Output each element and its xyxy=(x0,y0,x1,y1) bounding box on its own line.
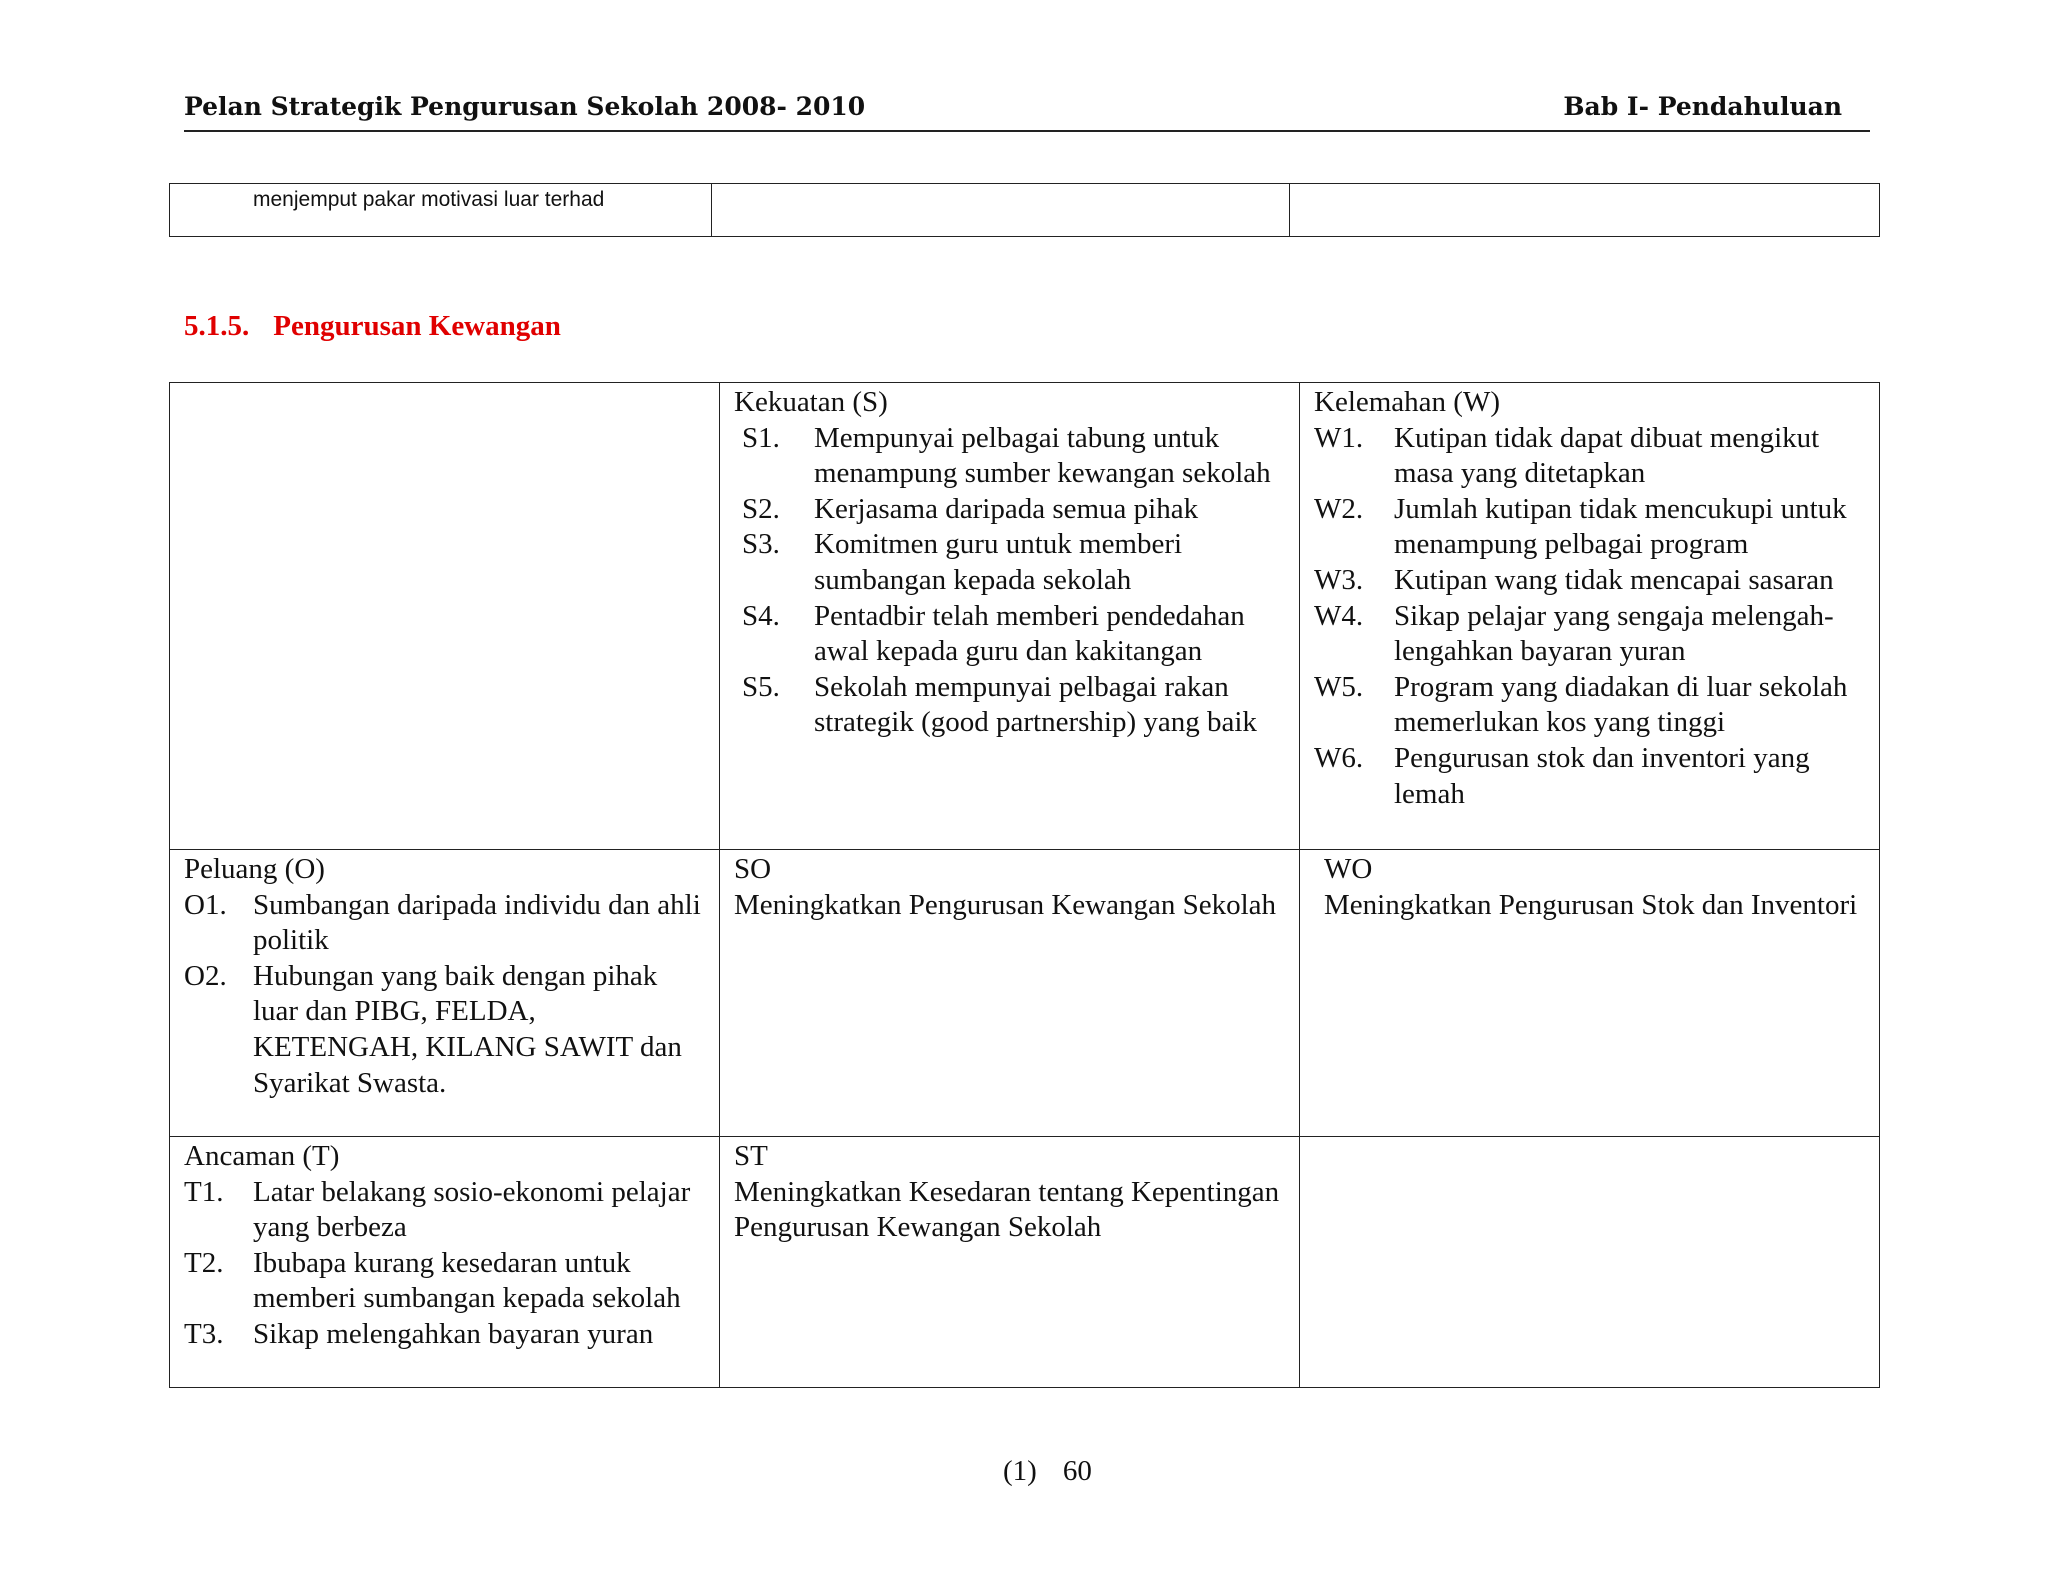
item-text: Ibubapa kurang kesedaran untuk memberi sumbangan kepada sekolah xyxy=(253,1246,681,1315)
item-text: Kerjasama daripada semua pihak xyxy=(814,492,1199,525)
section-marker: (1) xyxy=(1003,1455,1037,1487)
item-code: S1. xyxy=(742,421,780,454)
item-code: S3. xyxy=(742,528,780,561)
item-text: Jumlah kutipan tidak mencukupi untuk menampung pelbagai program xyxy=(1394,492,1847,561)
weaknesses-cell xyxy=(1300,383,1880,850)
threats-cell xyxy=(170,1137,720,1388)
item-code: T1. xyxy=(184,1175,224,1208)
wo-strategy: Meningkatkan Pengurusan Stok dan Inventori xyxy=(1324,888,1858,921)
st-strategy: Meningkatkan Kesedaran tentang Kepentingan Pengurusan Kewangan Sekolah xyxy=(734,1175,1280,1244)
continued-table xyxy=(169,183,1880,237)
item-code: W5. xyxy=(1314,670,1364,703)
wo-heading: WO xyxy=(1324,853,1373,885)
item-text: Pentadbir telah memberi pendedahan awal kepada guru dan kakitangan xyxy=(814,599,1245,668)
item-text: Kutipan wang tidak mencapai sasaran xyxy=(1394,563,1834,596)
document-title: Pelan Strategik Pengurusan Sekolah 2008- 2010 xyxy=(184,92,866,121)
item-text: Komitmen guru untuk memberi sumbangan kepada sekolah xyxy=(814,528,1183,596)
item-text: Kutipan tidak dapat dibuat mengikut masa yang ditetapkan xyxy=(1394,421,1820,490)
item-code: T2. xyxy=(184,1246,224,1279)
weakness-item xyxy=(1314,421,1867,492)
so-cell xyxy=(720,850,1300,1137)
weakness-item xyxy=(1314,741,1867,812)
strengths-heading: Kekuatan (S) xyxy=(734,386,888,418)
continued-cell-text: menjemput pakar motivasi luar terhad xyxy=(253,188,605,211)
item-code: S4. xyxy=(742,599,780,632)
strengths-cell xyxy=(720,383,1300,850)
section-heading xyxy=(184,310,561,343)
threat-item xyxy=(184,1317,707,1353)
threats-heading: Ancaman (T) xyxy=(184,1140,340,1172)
continued-cell-1 xyxy=(170,184,712,237)
item-code: O1. xyxy=(184,888,227,921)
weaknesses-heading: Kelemahan (W) xyxy=(1314,386,1500,418)
section-number: 5.1.5. xyxy=(184,310,250,342)
threat-item xyxy=(184,1175,707,1246)
wo-cell xyxy=(1300,850,1880,1137)
opportunities-cell xyxy=(170,850,720,1137)
threat-item xyxy=(184,1246,707,1317)
item-code: S2. xyxy=(742,492,780,525)
so-heading: SO xyxy=(734,853,772,885)
item-text: Program yang diadakan di luar sekolah memerlukan kos yang tinggi xyxy=(1394,670,1848,739)
chapter-title: Bab I- Pendahuluan xyxy=(1563,92,1842,121)
item-text: Mempunyai pelbagai tabung untuk menampung sumber kewangan sekolah xyxy=(814,421,1271,490)
continued-cell-2 xyxy=(712,184,1290,237)
item-text: Sekolah mempunyai pelbagai rakan strategik (good partnership) yang baik xyxy=(814,670,1257,739)
item-code: T3. xyxy=(184,1317,224,1350)
swot-corner-cell xyxy=(170,383,720,850)
swot-table xyxy=(169,382,1880,1388)
strength-item xyxy=(734,670,1287,741)
so-strategy: Meningkatkan Pengurusan Kewangan Sekolah xyxy=(734,888,1277,921)
item-text: Pengurusan stok dan inventori yang lemah xyxy=(1394,741,1810,810)
item-code: W2. xyxy=(1314,492,1364,525)
weakness-item xyxy=(1314,599,1867,670)
item-code: W1. xyxy=(1314,421,1364,454)
st-heading: ST xyxy=(734,1140,768,1172)
item-code: W3. xyxy=(1314,563,1364,596)
wt-cell xyxy=(1300,1137,1880,1388)
item-code: W6. xyxy=(1314,741,1364,774)
opportunity-item xyxy=(184,959,707,1101)
page-footer xyxy=(1003,1455,1092,1488)
item-code: S5. xyxy=(742,670,780,703)
page-header xyxy=(184,92,1870,132)
item-code: O2. xyxy=(184,959,227,992)
opportunity-item xyxy=(184,888,707,959)
strength-item xyxy=(734,421,1287,492)
item-text: Sumbangan daripada individu dan ahli politik xyxy=(253,888,701,957)
item-text: Sikap pelajar yang sengaja melengah-lengahkan bayaran yuran xyxy=(1394,599,1834,668)
weakness-item xyxy=(1314,492,1867,563)
strength-item xyxy=(734,492,1287,528)
continued-cell-3 xyxy=(1290,184,1880,237)
strength-item xyxy=(734,599,1287,670)
weakness-item xyxy=(1314,563,1867,599)
section-title: Pengurusan Kewangan xyxy=(273,310,561,342)
item-text: Latar belakang sosio-ekonomi pelajar yang berbeza xyxy=(253,1175,691,1244)
st-cell xyxy=(720,1137,1300,1388)
item-text: Sikap melengahkan bayaran yuran xyxy=(253,1317,654,1350)
strength-item xyxy=(734,527,1287,598)
weakness-item xyxy=(1314,670,1867,741)
item-code: W4. xyxy=(1314,599,1364,632)
item-text: Hubungan yang baik dengan pihak luar dan PIBG, FELDA, KETENGAH, KILANG SAWIT dan Syarikat Swasta. xyxy=(253,959,682,1099)
opportunities-heading: Peluang (O) xyxy=(184,853,325,885)
page-number: 60 xyxy=(1062,1455,1092,1487)
